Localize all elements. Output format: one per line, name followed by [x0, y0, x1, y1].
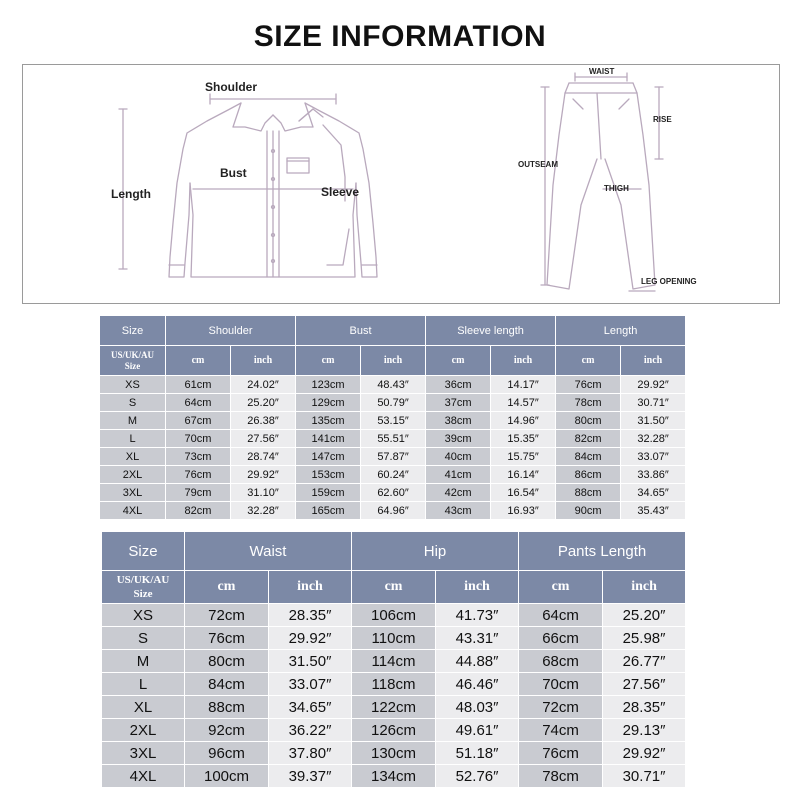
table-row — [100, 412, 686, 430]
unit-header: cm — [556, 346, 621, 376]
inch-cell: 62.60″ — [361, 484, 426, 502]
cm-cell: 84cm — [556, 448, 621, 466]
shoulder-label: Shoulder — [205, 80, 258, 94]
cm-cell: 72cm — [519, 696, 603, 719]
cm-cell: 122cm — [352, 696, 436, 719]
unit-header: cm — [185, 571, 269, 604]
cm-cell: 88cm — [185, 696, 269, 719]
waist-label: WAIST — [589, 67, 615, 76]
size-cell: 4XL — [100, 502, 166, 520]
cm-cell: 79cm — [166, 484, 231, 502]
inch-cell: 51.18″ — [436, 742, 519, 765]
unit-header: cm — [352, 571, 436, 604]
inch-cell: 41.73″ — [436, 604, 519, 627]
inch-cell: 33.86″ — [621, 466, 686, 484]
cm-cell: 84cm — [185, 673, 269, 696]
size-cell: M — [100, 412, 166, 430]
page-title: SIZE INFORMATION — [253, 20, 547, 53]
pants-length-header: Pants Length — [519, 532, 686, 571]
size-cell: S — [100, 394, 166, 412]
cm-cell: 82cm — [166, 502, 231, 520]
table-header-row — [100, 316, 686, 346]
size-header: Size — [102, 532, 185, 571]
table-row — [102, 673, 686, 696]
size-cell: L — [102, 673, 185, 696]
inch-cell: 36.22″ — [269, 719, 352, 742]
inch-cell: 16.93″ — [491, 502, 556, 520]
size-cell: S — [102, 627, 185, 650]
inch-cell: 27.56″ — [603, 673, 686, 696]
size-cell: XS — [100, 376, 166, 394]
inch-cell: 48.03″ — [436, 696, 519, 719]
cm-cell: 36cm — [426, 376, 491, 394]
cm-cell: 123cm — [296, 376, 361, 394]
table-row — [102, 604, 686, 627]
size-cell: L — [100, 430, 166, 448]
inch-cell: 32.28″ — [231, 502, 296, 520]
inch-cell: 43.31″ — [436, 627, 519, 650]
inch-cell: 29.92″ — [231, 466, 296, 484]
size-cell: 4XL — [102, 765, 185, 788]
table-row — [100, 466, 686, 484]
cm-cell: 70cm — [166, 430, 231, 448]
table-row — [100, 448, 686, 466]
table-row — [100, 394, 686, 412]
inch-cell: 28.35″ — [603, 696, 686, 719]
cm-cell: 153cm — [296, 466, 361, 484]
size-cell: M — [102, 650, 185, 673]
unit-header: inch — [269, 571, 352, 604]
cm-cell: 78cm — [519, 765, 603, 788]
table-row — [102, 627, 686, 650]
cm-cell: 165cm — [296, 502, 361, 520]
cm-cell: 82cm — [556, 430, 621, 448]
inch-cell: 49.61″ — [436, 719, 519, 742]
unit-header: cm — [166, 346, 231, 376]
unit-header: inch — [361, 346, 426, 376]
inch-cell: 33.07″ — [621, 448, 686, 466]
inch-cell: 32.28″ — [621, 430, 686, 448]
inch-cell: 60.24″ — [361, 466, 426, 484]
cm-cell: 130cm — [352, 742, 436, 765]
inch-cell: 16.54″ — [491, 484, 556, 502]
cm-cell: 135cm — [296, 412, 361, 430]
inch-cell: 30.71″ — [621, 394, 686, 412]
cm-cell: 61cm — [166, 376, 231, 394]
unit-header: inch — [621, 346, 686, 376]
size-cell: 3XL — [102, 742, 185, 765]
cm-cell: 126cm — [352, 719, 436, 742]
cm-cell: 43cm — [426, 502, 491, 520]
unit-header: cm — [519, 571, 603, 604]
unit-header: inch — [491, 346, 556, 376]
leg-opening-label: LEG OPENING — [641, 277, 697, 286]
unit-header: cm — [426, 346, 491, 376]
cm-cell: 39cm — [426, 430, 491, 448]
cm-cell: 73cm — [166, 448, 231, 466]
garment-illustration — [23, 65, 779, 303]
bust-header: Bust — [296, 316, 426, 346]
cm-cell: 92cm — [185, 719, 269, 742]
inch-cell: 39.37″ — [269, 765, 352, 788]
cm-cell: 100cm — [185, 765, 269, 788]
inch-cell: 29.92″ — [603, 742, 686, 765]
inch-cell: 26.77″ — [603, 650, 686, 673]
bottom-table-body — [102, 604, 686, 788]
cm-cell: 110cm — [352, 627, 436, 650]
cm-cell: 42cm — [426, 484, 491, 502]
rise-label: RISE — [653, 115, 672, 124]
length-label: Length — [111, 187, 151, 201]
cm-cell: 159cm — [296, 484, 361, 502]
size-cell: XL — [100, 448, 166, 466]
cm-cell: 129cm — [296, 394, 361, 412]
bottom-size-table — [101, 531, 686, 788]
unit-header: cm — [296, 346, 361, 376]
top-table-body — [100, 376, 686, 520]
sleeve-label: Sleeve — [321, 185, 360, 199]
cm-cell: 141cm — [296, 430, 361, 448]
inch-cell: 29.13″ — [603, 719, 686, 742]
cm-cell: 68cm — [519, 650, 603, 673]
table-row — [102, 719, 686, 742]
inch-cell: 31.10″ — [231, 484, 296, 502]
cm-cell: 41cm — [426, 466, 491, 484]
size-diagram — [22, 64, 780, 304]
cm-cell: 76cm — [166, 466, 231, 484]
table-row — [100, 376, 686, 394]
cm-cell: 118cm — [352, 673, 436, 696]
inch-cell: 30.71″ — [603, 765, 686, 788]
inch-cell: 31.50″ — [621, 412, 686, 430]
inch-cell: 48.43″ — [361, 376, 426, 394]
cm-cell: 86cm — [556, 466, 621, 484]
inch-cell: 50.79″ — [361, 394, 426, 412]
cm-cell: 76cm — [519, 742, 603, 765]
table-row — [100, 484, 686, 502]
inch-cell: 16.14″ — [491, 466, 556, 484]
table-row — [102, 765, 686, 788]
size-cell: XL — [102, 696, 185, 719]
inch-cell: 24.02″ — [231, 376, 296, 394]
unit-header: inch — [436, 571, 519, 604]
cm-cell: 76cm — [556, 376, 621, 394]
cm-cell: 64cm — [166, 394, 231, 412]
inch-cell: 44.88″ — [436, 650, 519, 673]
inch-cell: 57.87″ — [361, 448, 426, 466]
inch-cell: 29.92″ — [269, 627, 352, 650]
inch-cell: 25.98″ — [603, 627, 686, 650]
bust-label: Bust — [220, 166, 247, 180]
inch-cell: 33.07″ — [269, 673, 352, 696]
table-row — [102, 650, 686, 673]
unit-header: inch — [603, 571, 686, 604]
cm-cell: 40cm — [426, 448, 491, 466]
inch-cell: 15.75″ — [491, 448, 556, 466]
inch-cell: 25.20″ — [231, 394, 296, 412]
unit-header-row — [100, 346, 686, 376]
inch-cell: 55.51″ — [361, 430, 426, 448]
inch-cell: 28.74″ — [231, 448, 296, 466]
inch-cell: 14.17″ — [491, 376, 556, 394]
cm-cell: 76cm — [185, 627, 269, 650]
cm-cell: 90cm — [556, 502, 621, 520]
length-header: Length — [556, 316, 686, 346]
size-standard-header: US/UK/AU Size — [102, 571, 185, 604]
cm-cell: 67cm — [166, 412, 231, 430]
cm-cell: 37cm — [426, 394, 491, 412]
table-row — [100, 430, 686, 448]
cm-cell: 66cm — [519, 627, 603, 650]
shoulder-header: Shoulder — [166, 316, 296, 346]
inch-cell: 34.65″ — [269, 696, 352, 719]
inch-cell: 52.76″ — [436, 765, 519, 788]
cm-cell: 74cm — [519, 719, 603, 742]
inch-cell: 14.57″ — [491, 394, 556, 412]
size-standard-header: US/UK/AU Size — [100, 346, 166, 376]
cm-cell: 64cm — [519, 604, 603, 627]
size-cell: 2XL — [102, 719, 185, 742]
inch-cell: 26.38″ — [231, 412, 296, 430]
top-size-table — [99, 315, 686, 520]
sleeve-length-header: Sleeve length — [426, 316, 556, 346]
cm-cell: 106cm — [352, 604, 436, 627]
table-row — [102, 696, 686, 719]
inch-cell: 31.50″ — [269, 650, 352, 673]
inch-cell: 35.43″ — [621, 502, 686, 520]
inch-cell: 46.46″ — [436, 673, 519, 696]
inch-cell: 25.20″ — [603, 604, 686, 627]
unit-header-row — [102, 571, 686, 604]
cm-cell: 70cm — [519, 673, 603, 696]
cm-cell: 80cm — [185, 650, 269, 673]
inch-cell: 28.35″ — [269, 604, 352, 627]
cm-cell: 78cm — [556, 394, 621, 412]
cm-cell: 96cm — [185, 742, 269, 765]
cm-cell: 114cm — [352, 650, 436, 673]
table-row — [102, 742, 686, 765]
inch-cell: 14.96″ — [491, 412, 556, 430]
cm-cell: 88cm — [556, 484, 621, 502]
inch-cell: 29.92″ — [621, 376, 686, 394]
cm-cell: 38cm — [426, 412, 491, 430]
outseam-label: OUTSEAM — [518, 160, 558, 169]
hip-header: Hip — [352, 532, 519, 571]
cm-cell: 147cm — [296, 448, 361, 466]
cm-cell: 134cm — [352, 765, 436, 788]
thigh-label: THIGH — [604, 184, 629, 193]
size-cell: XS — [102, 604, 185, 627]
size-header: Size — [100, 316, 166, 346]
unit-header: inch — [231, 346, 296, 376]
inch-cell: 34.65″ — [621, 484, 686, 502]
waist-header: Waist — [185, 532, 352, 571]
inch-cell: 27.56″ — [231, 430, 296, 448]
cm-cell: 80cm — [556, 412, 621, 430]
size-cell: 2XL — [100, 466, 166, 484]
table-header-row — [102, 532, 686, 571]
inch-cell: 15.35″ — [491, 430, 556, 448]
inch-cell: 37.80″ — [269, 742, 352, 765]
inch-cell: 64.96″ — [361, 502, 426, 520]
cm-cell: 72cm — [185, 604, 269, 627]
size-cell: 3XL — [100, 484, 166, 502]
table-row — [100, 502, 686, 520]
inch-cell: 53.15″ — [361, 412, 426, 430]
